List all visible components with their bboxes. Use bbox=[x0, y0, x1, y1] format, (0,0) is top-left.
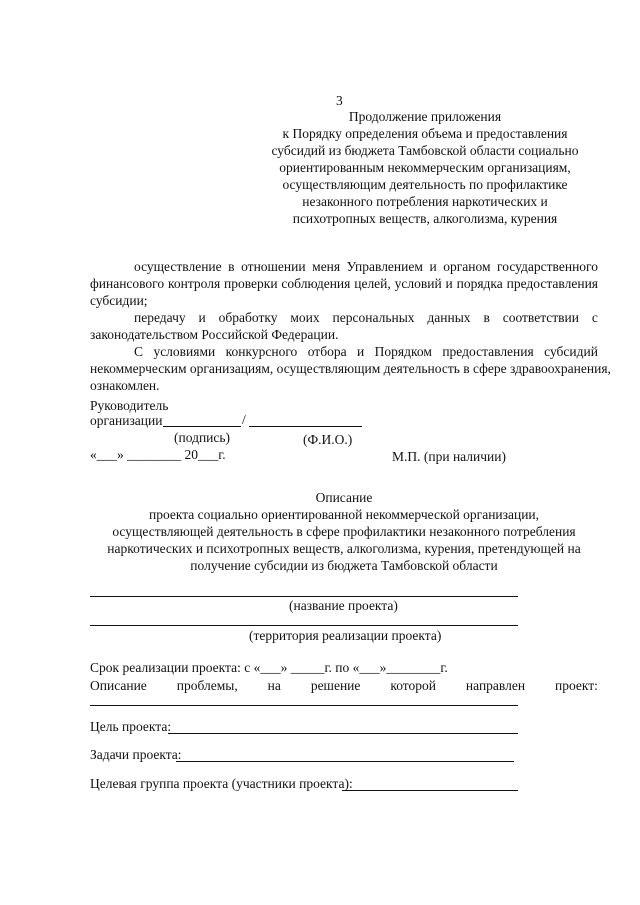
consent-p1-line3: субсидии; bbox=[90, 293, 148, 308]
word: проект: bbox=[555, 678, 598, 693]
consent-p3-line2: некоммерческим организациям, осуществляющим деятельность в сфере здравоохранения, bbox=[90, 361, 611, 376]
word: направлен bbox=[465, 678, 526, 693]
stamp-note: М.П. (при наличии) bbox=[392, 449, 506, 464]
fio-caption: (Ф.И.О.) bbox=[303, 432, 353, 447]
consent-p2-line1 bbox=[134, 309, 598, 326]
word: обработку bbox=[218, 310, 278, 325]
consent-p3-line3: ознакомлен. bbox=[90, 378, 160, 393]
word: персональных bbox=[332, 310, 415, 325]
signature-role-line2: организации bbox=[90, 413, 163, 428]
consent-p2-line2: законодательством Российской Федерации. bbox=[90, 327, 339, 342]
consent-p1-line2: финансового контроля проверки соблюдения целей, условий и порядка предоставления bbox=[90, 276, 598, 291]
signature-line[interactable] bbox=[163, 426, 241, 427]
header-line: субсидий из бюджета Тамбовской области социально bbox=[271, 143, 579, 158]
appendix-header bbox=[270, 108, 580, 227]
word: и bbox=[357, 344, 365, 359]
word: моих bbox=[290, 310, 320, 325]
word: передачу bbox=[134, 310, 186, 325]
territory-line[interactable] bbox=[90, 625, 518, 626]
project-term: Срок реализации проекта: с «___» _____г. по «___»________г. bbox=[90, 660, 448, 675]
consent-text: осуществление в отношении меня Управлением и органом государственного bbox=[134, 259, 598, 274]
territory-caption: (территория реализации проекта) bbox=[249, 628, 442, 643]
word: в bbox=[483, 310, 490, 325]
header-line: к Порядку определения объема и предоставления bbox=[282, 126, 568, 141]
consent-p3-line1 bbox=[134, 343, 598, 360]
goal-field-line[interactable] bbox=[168, 733, 518, 734]
word: условиями bbox=[153, 344, 216, 359]
target-group-field-line[interactable] bbox=[342, 790, 518, 791]
word: которой bbox=[390, 678, 436, 693]
project-name-caption: (название проекта) bbox=[289, 598, 398, 613]
signature-role-line1: Руководитель bbox=[90, 398, 169, 413]
tasks-label: Задачи проекта: bbox=[90, 747, 182, 762]
header-line: ориентированным некоммерческим организациям, bbox=[279, 160, 571, 175]
description-line: получение субсидии из бюджета Тамбовской области bbox=[190, 558, 498, 573]
description-line: проекта социально ориентированной некоммерческой организации, bbox=[148, 507, 540, 522]
fio-line[interactable] bbox=[249, 426, 362, 427]
goal-label: Цель проекта: bbox=[90, 719, 172, 734]
word: субсидий bbox=[544, 344, 598, 359]
description-line: осуществляющей деятельность в сфере профилактики незаконного потребления bbox=[112, 524, 576, 539]
consent-p1-line1 bbox=[134, 258, 598, 275]
tasks-field-line[interactable] bbox=[176, 761, 514, 762]
header-line: осуществляющим деятельность по профилактике bbox=[282, 177, 568, 192]
word: соответствии bbox=[502, 310, 579, 325]
word: С bbox=[134, 344, 144, 359]
header-line: психотропных веществ, алкоголизма, курения bbox=[292, 211, 558, 226]
word: с bbox=[591, 310, 598, 325]
description-line: наркотических и психотропных веществ, алкоголизма, курения, претендующей на bbox=[107, 541, 581, 556]
word: и bbox=[198, 310, 206, 325]
description-title: Описание bbox=[315, 490, 373, 505]
word: на bbox=[267, 678, 281, 693]
signature-slash: / bbox=[242, 412, 246, 427]
signature-date: «___» ________ 20___г. bbox=[90, 447, 226, 462]
description-block bbox=[90, 489, 598, 574]
word: Порядком bbox=[374, 344, 432, 359]
header-line: Продолжение приложения bbox=[348, 109, 502, 124]
word: отбора bbox=[307, 344, 347, 359]
word: конкурсного bbox=[225, 344, 298, 359]
problem-line bbox=[90, 677, 598, 694]
word: предоставления bbox=[442, 344, 534, 359]
signature-caption: (подпись) bbox=[174, 430, 231, 445]
word: данных bbox=[427, 310, 471, 325]
word: проблемы, bbox=[176, 678, 238, 693]
header-line: незаконного потребления наркотических и bbox=[302, 194, 548, 209]
problem-field-line[interactable] bbox=[90, 705, 518, 706]
word: Описание bbox=[90, 678, 147, 693]
page-number: 3 bbox=[336, 93, 343, 108]
word: решение bbox=[310, 678, 361, 693]
target-group-label: Целевая группа проекта (участники проекта): bbox=[90, 776, 353, 791]
